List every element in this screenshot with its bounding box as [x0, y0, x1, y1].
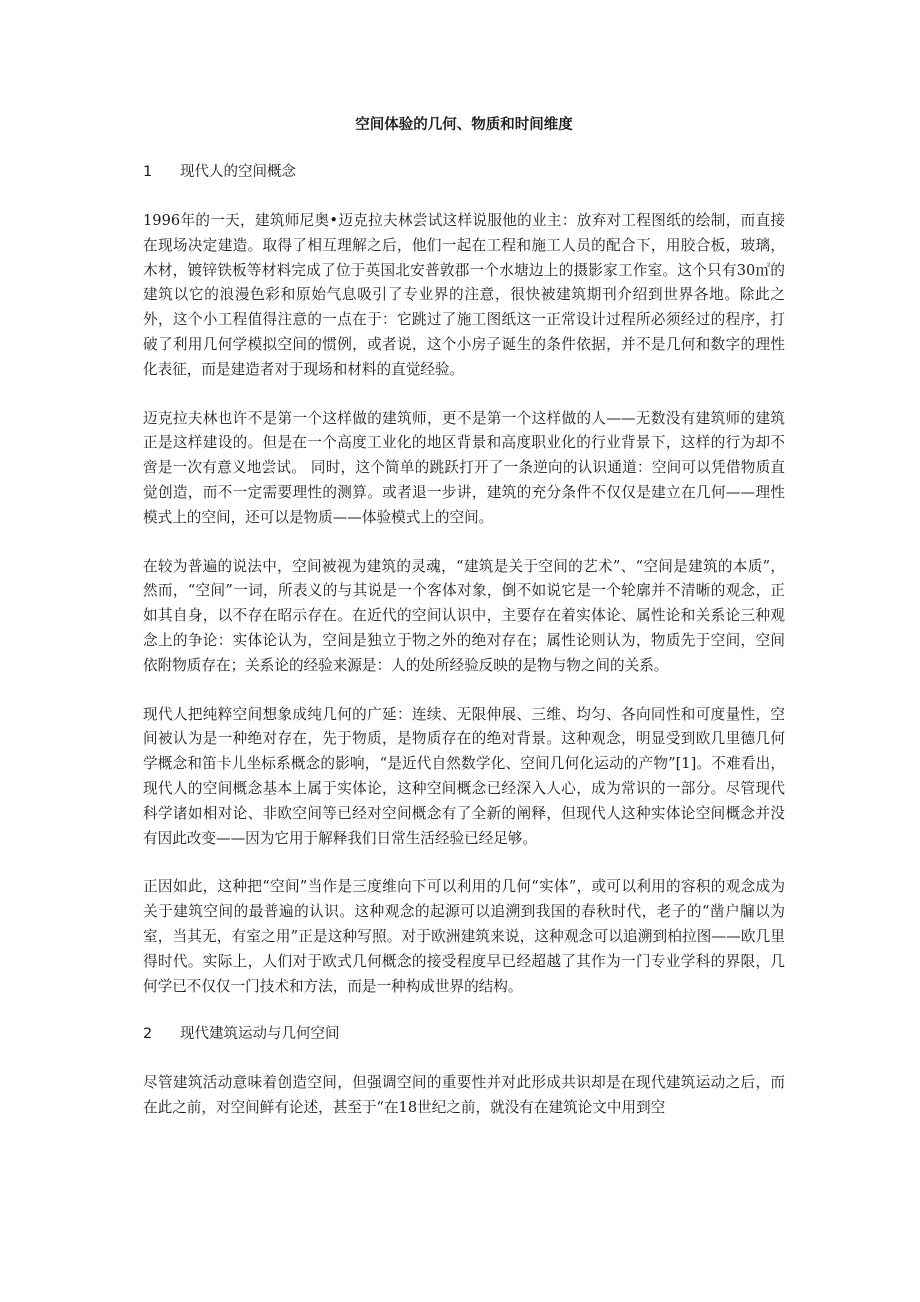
- section-heading: [143, 161, 785, 183]
- section-number: 1: [143, 164, 153, 180]
- section-number: 2: [143, 1026, 153, 1043]
- paragraph: 迈克拉夫林也许不是第一个这样做的建筑师，更不是第一个这样做的人——无数没有建筑师的建筑正是这样建设的。但是在一个高度工业化的地区背景和高度职业化的行业背景下，这样的行为却不啻是一次有意义地尝试。 同时，这个简单的跳跃打开了一条逆向的认识通道：空间可以凭借物质直觉创造，而不一定需要理性的测算。或者退一步讲，建筑的充分条件不仅仅是建立在几何——理性模式上的空间，还可以是物质——体验模式上的空间。: [143, 409, 785, 526]
- section-heading-text: 现代人的空间概念: [180, 164, 296, 180]
- document-title: 空间体验的几何、物质和时间维度: [355, 117, 573, 133]
- section-heading-text: 现代建筑运动与几何空间: [180, 1026, 340, 1043]
- section-heading: [143, 1023, 785, 1045]
- paragraph: 现代人把纯粹空间想象成纯几何的广延：连续、无限伸展、三维、均匀、各向同性和可度量性，空间被认为是一种绝对存在，先于物质，是物质存在的绝对背景。这种观念，明显受到欧几里德几何学概念和笛卡儿坐标系概念的影响，“是近代自然数学化、空间几何化运动的产物”[1]。不难看出，现代人的空间概念基本上属于实体论，这种空间概念已经深入人心，成为常识的一部分。尽管现代科学诸如相对论、非欧空间等已经对空间概念有了全新的阐释，但现代人这种实体论空间概念并没有因此改变——因为它用于解释我们日常生活经验已经足够。: [143, 705, 785, 847]
- paragraph: 1996年的一天，建筑师尼奥•迈克拉夫林尝试这样说服他的业主：放弃对工程图纸的绘制，而直接在现场决定建造。取得了相互理解之后，他们一起在工程和施工人员的配合下，用胶合板，玻璃，木材，镀锌铁板等材料完成了位于英国北安普敦郡一个水塘边上的摄影家工作室。这个只有30㎡的建筑以它的浪漫色彩和原始气息吸引了专业界的注意，很快被建筑期刊介绍到世界各地。除此之外，这个小工程值得注意的一点在于：它跳过了施工图纸这一正常设计过程所必须经过的程序，打破了利用几何学模拟空间的惯例，或者说，这个小房子诞生的条件依据，并不是几何和数字的理性化表征，而是建造者对于现场和材料的直觉经验。: [143, 212, 785, 378]
- paragraph: 正因如此，这种把“空间”当作是三度维向下可以利用的几何“实体”，或可以利用的容积的观念成为关于建筑空间的最普遍的认识。这种观念的起源可以追溯到我国的春秋时代，老子的“凿户牖以为室，当其无，有室之用”正是这种写照。对于欧洲建筑来说，这种观念可以追溯到柏拉图——欧几里得时代。实际上，人们对于欧式几何概念的接受程度早已经超越了其作为一门专业学科的界限，几何学已不仅仅一门技术和方法，而是一种构成世界的结构。: [143, 878, 785, 995]
- paragraph: 尽管建筑活动意味着创造空间，但强调空间的重要性并对此形成共识却是在现代建筑运动之后，而在此之前，对空间鲜有论述，甚至于“在18世纪之前，就没有在建筑论文中用到空: [143, 1074, 785, 1117]
- paragraph: 在较为普遍的说法中，空间被视为建筑的灵魂，“建筑是关于空间的艺术”、“空间是建筑的本质”，然而，“空间”一词，所表义的与其说是一个客体对象，倒不如说它是一个轮廓并不清晰的观念，正如其自身，以不存在昭示存在。在近代的空间认识中，主要存在着实体论、属性论和关系论三种观念上的争论：实体论认为，空间是独立于物之外的绝对存在；属性论则认为，物质先于空间，空间依附物质存在；关系论的经验来源是：人的处所经验反映的是物与物之间的关系。: [143, 557, 785, 674]
- document-page: [143, 114, 785, 1145]
